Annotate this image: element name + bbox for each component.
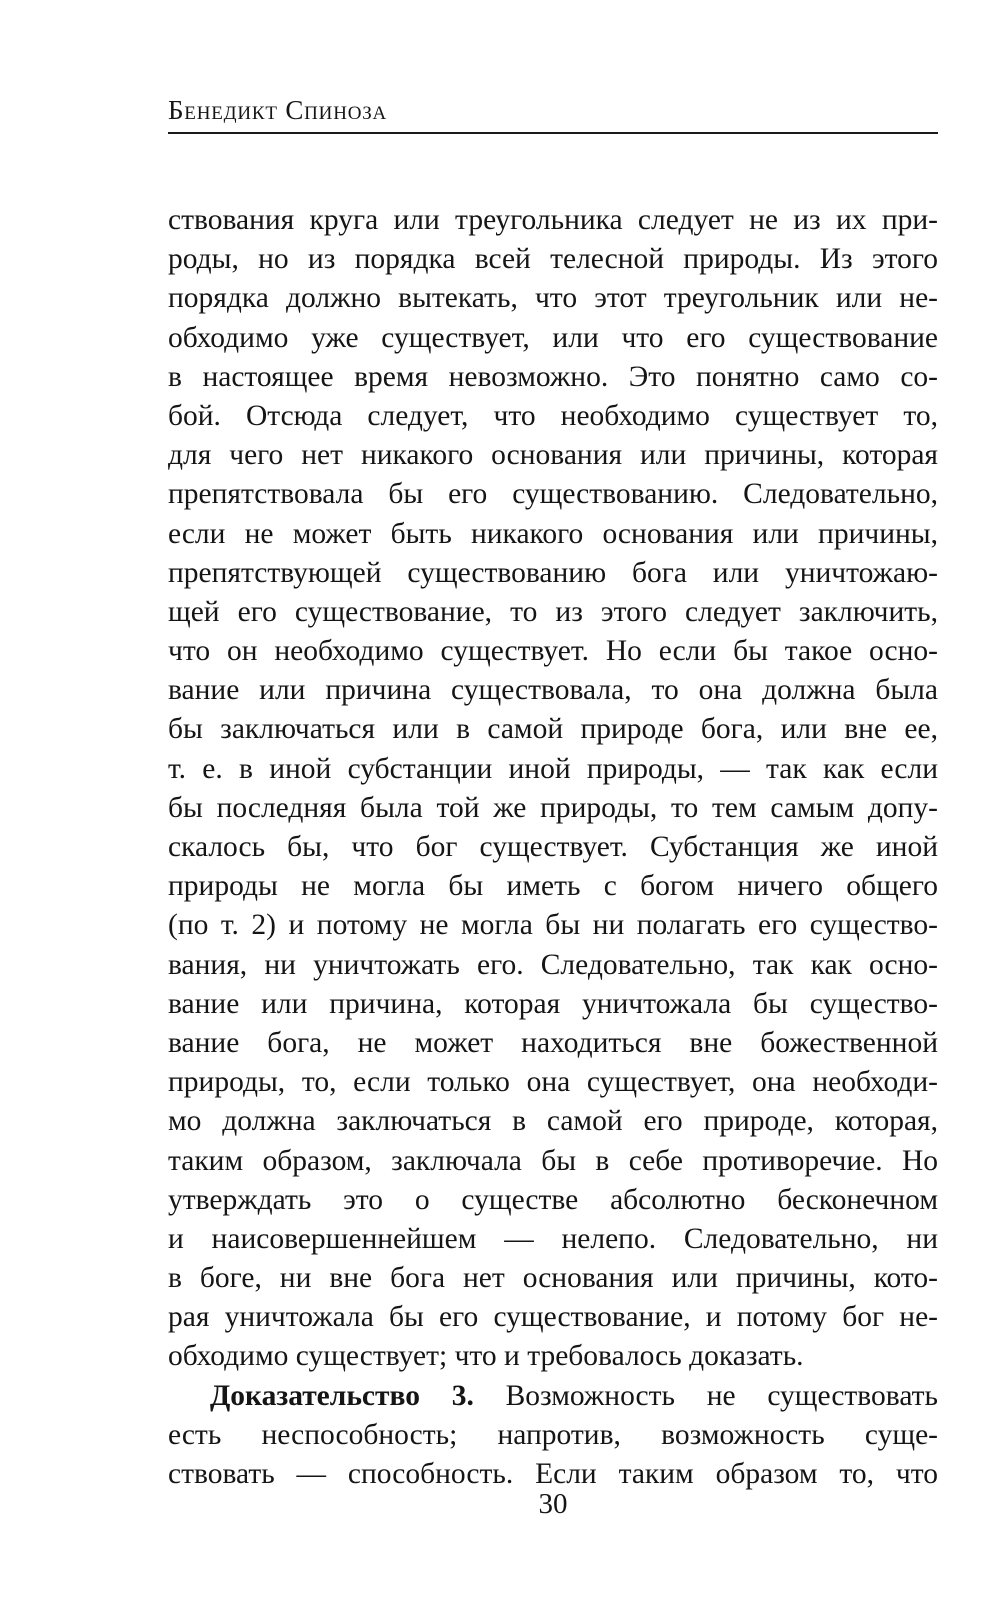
text-line: препятствовала бы его существованию. Следовательно, (168, 478, 938, 511)
text-line: препятствующей существованию бога или уничтожаю- (168, 556, 938, 589)
proof-3-first-line (168, 1377, 938, 1416)
body-text (168, 201, 938, 1494)
text-line: вания, ни уничтожать его. Следовательно, так как осно- (168, 948, 938, 981)
paragraph-last-line: обходимо существует; что и требовалось доказать. (168, 1340, 804, 1373)
text-line: т. е. в иной субстанции иной природы, — так как если (168, 752, 938, 785)
header-rule (168, 132, 938, 134)
text-line: рая уничтожала бы его существование, и потому бог не- (168, 1301, 938, 1334)
text-line: вание бога, не может находиться вне божественной (168, 1026, 938, 1059)
text-line: щей его существование, то из этого следует заключить, (168, 595, 938, 628)
text-line: обходимо уже существует, или что его существование (168, 321, 938, 354)
text-line: в настоящее время невозможно. Это понятно само со- (168, 360, 938, 393)
text-line: мо должна заключаться в самой его природе, которая, (168, 1105, 938, 1138)
proof-3-heading: Доказательство 3. (210, 1379, 474, 1412)
text-line: природы не могла бы иметь с богом ничего общего (168, 870, 938, 903)
text-line: что он необходимо существует. Но если бы такое осно- (168, 635, 938, 668)
text-line: для чего нет никакого основания или причины, которая (168, 439, 938, 472)
text-line: (по т. 2) и потому не могла бы ни полагать его существо- (168, 909, 938, 942)
text-line: вание или причина, которая уничтожала бы существо- (168, 987, 938, 1020)
proof-3-first-line-text: Возможность не существовать (473, 1379, 938, 1412)
text-line: если не может быть никакого основания или причины, (168, 517, 938, 550)
text-line: ствования круга или треугольника следует не из их при- (168, 204, 938, 236)
text-line: роды, но из порядка всей телесной природы. Из этого (168, 243, 938, 276)
text-line: природы, то, если только она существует, она необходи- (168, 1066, 938, 1099)
text-line: бы последняя была той же природы, то тем самым допу- (168, 791, 938, 824)
running-head: Бенедикт Спиноза (168, 95, 388, 125)
page-number: 30 (538, 1488, 568, 1520)
text-line: таким образом, заключала бы в себе противоречие. Но (168, 1144, 938, 1177)
text-line: есть неспособность; напротив, возможность суще- (168, 1418, 938, 1451)
text-line: утверждать это о существе абсолютно бесконечном (168, 1183, 938, 1216)
text-line: бой. Отсюда следует, что необходимо существует то, (168, 399, 938, 432)
text-line: в боге, ни вне бога нет основания или причины, кото- (168, 1262, 938, 1295)
text-line: и наисовершеннейшем — нелепо. Следовательно, ни (168, 1222, 938, 1255)
text-line: порядка должно вытекать, что этот треугольник или не- (168, 282, 938, 315)
text-line: ствовать — способность. Если таким образом то, что (168, 1458, 938, 1490)
text-line: вание или причина существовала, то она должна была (168, 674, 938, 707)
text-line: бы заключаться или в самой природе бога, или вне ее, (168, 713, 938, 746)
text-line: скалось бы, что бог существует. Субстанция же иной (168, 831, 938, 863)
